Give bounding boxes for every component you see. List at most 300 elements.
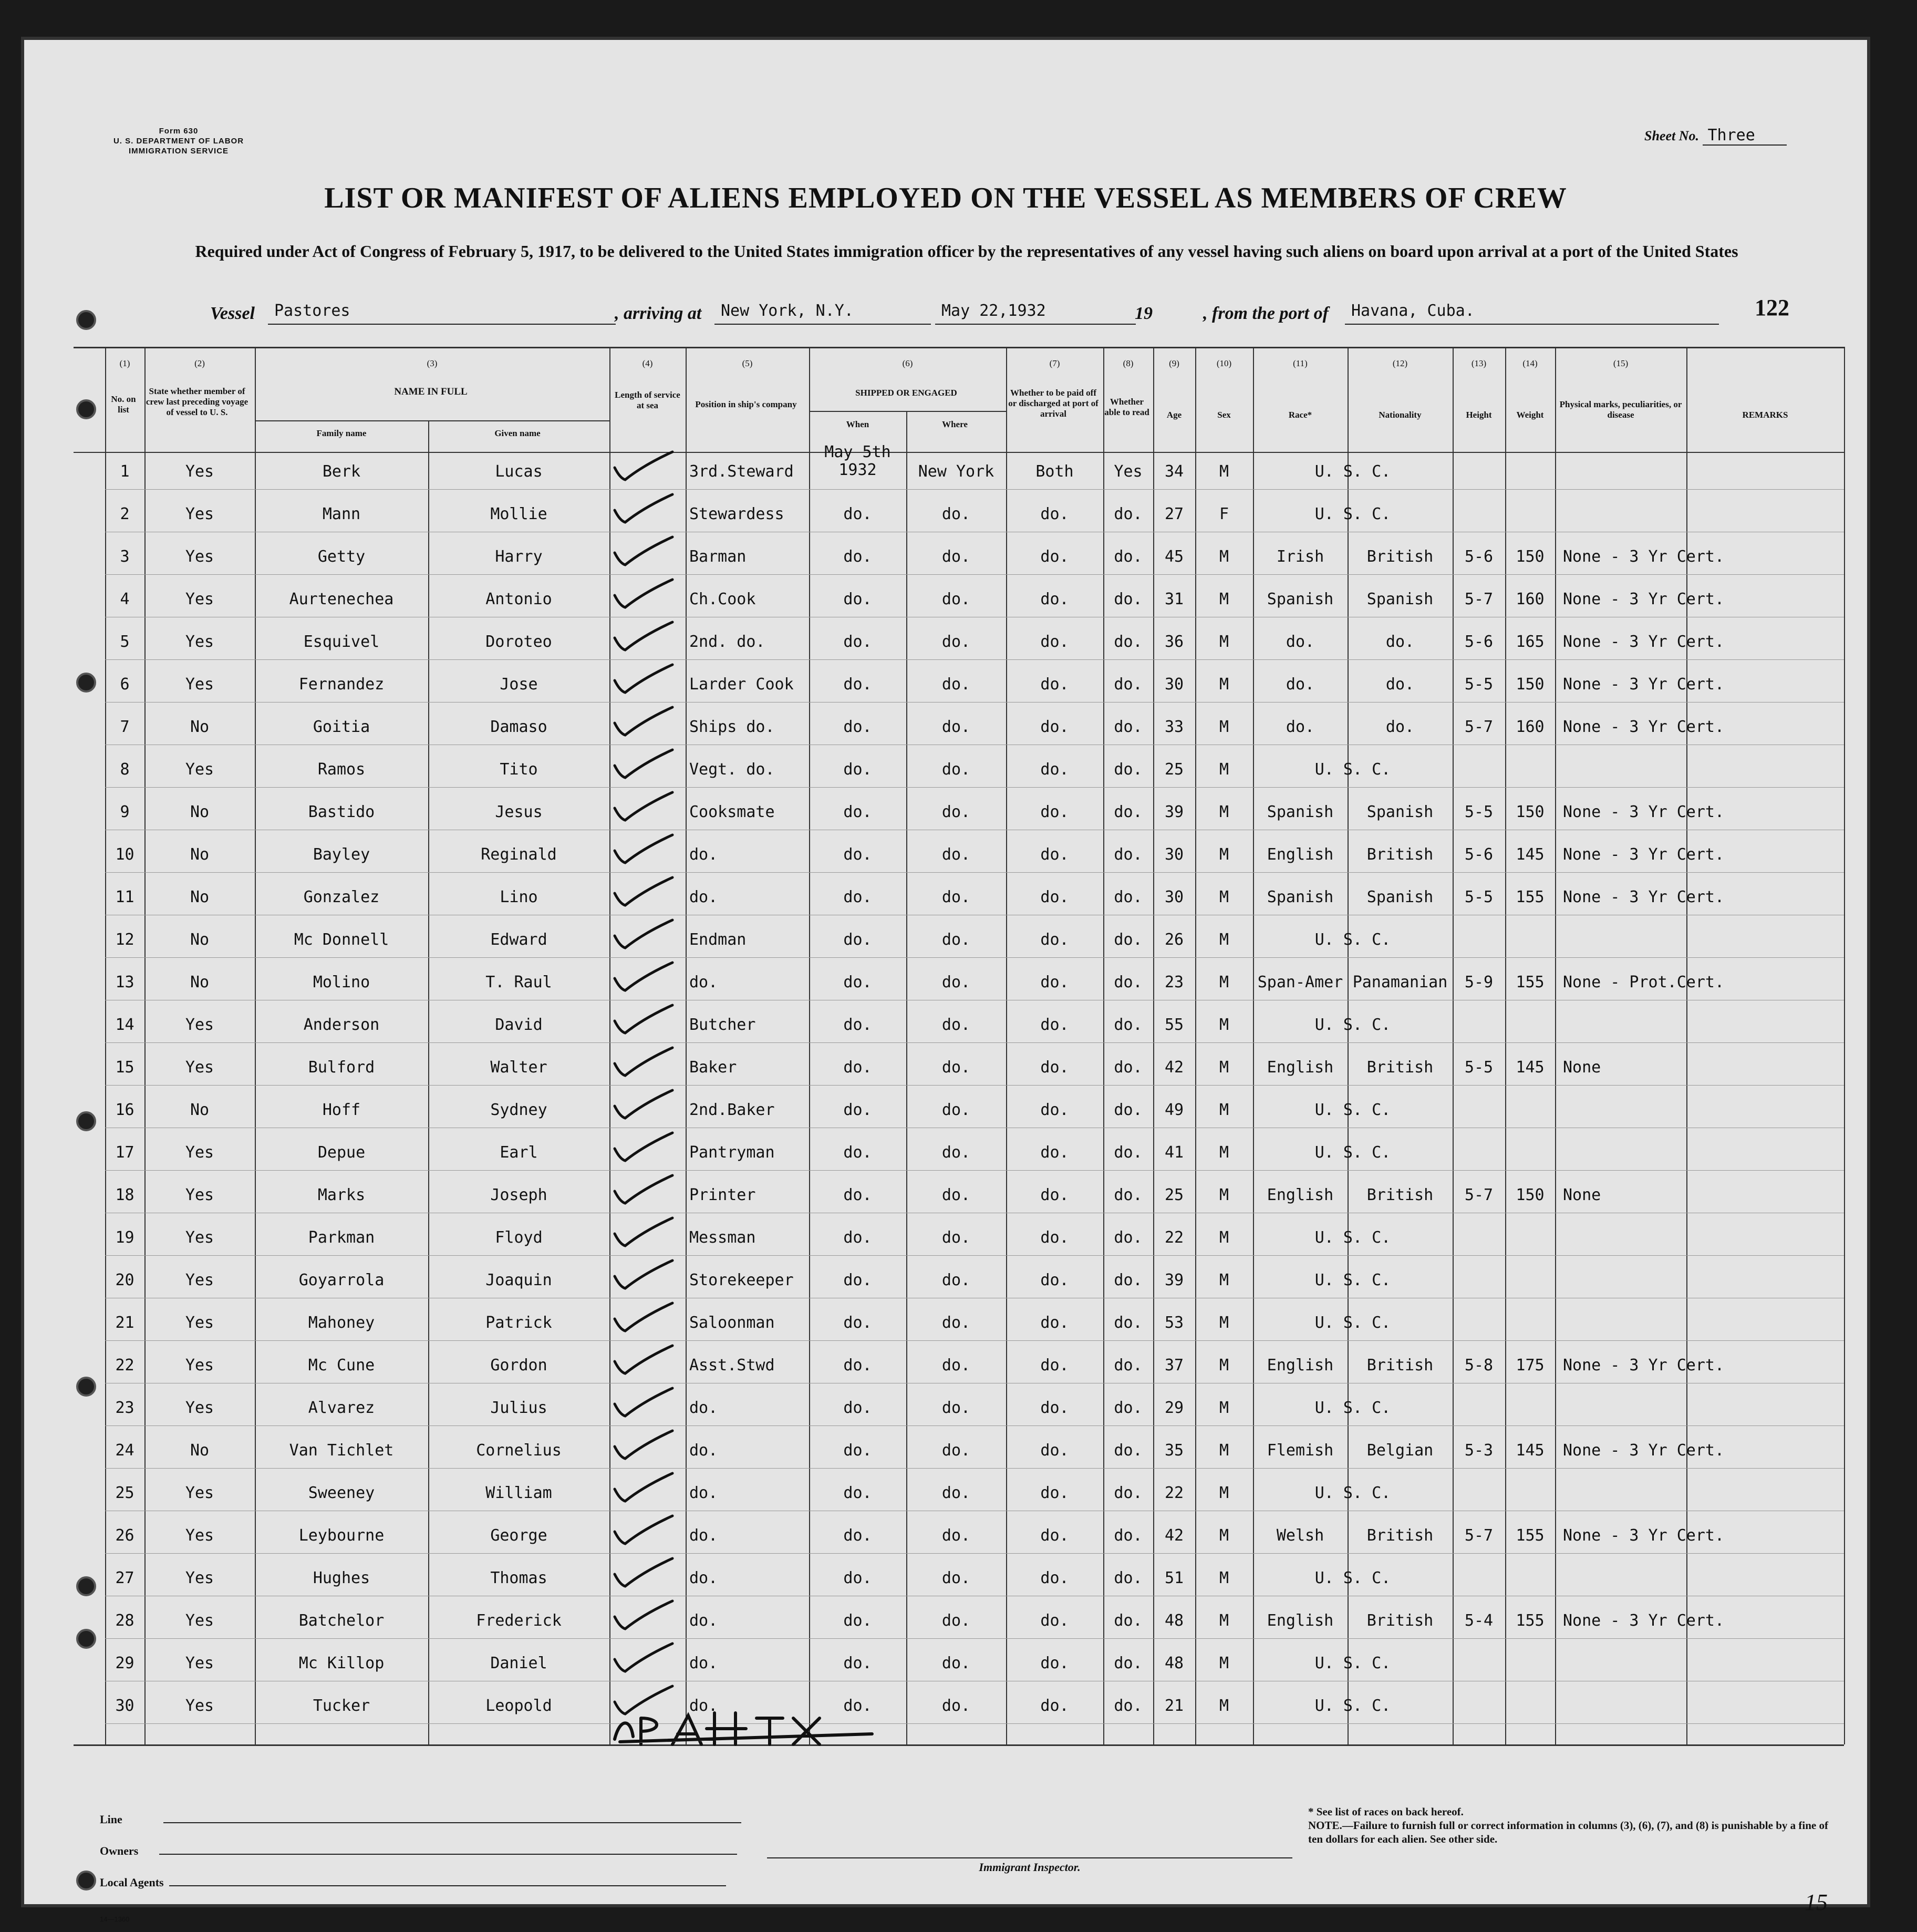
family-name: Marks	[317, 1186, 366, 1204]
able-read: do.	[1114, 973, 1143, 991]
able-read: do.	[1114, 1228, 1143, 1247]
physical-marks: None - 3 Yr Cert.	[1563, 888, 1725, 906]
nationality: British	[1366, 1526, 1434, 1545]
given-name: Doroteo	[485, 633, 552, 651]
owners-label: Owners	[100, 1844, 139, 1857]
row-number: 25	[115, 1484, 134, 1502]
family-name: Tucker	[313, 1697, 370, 1715]
able-read: do.	[1114, 1399, 1143, 1417]
family-name: Fernandez	[298, 675, 385, 694]
sex: M	[1219, 1654, 1229, 1672]
age: 30	[1164, 675, 1184, 694]
age: 42	[1164, 1526, 1184, 1545]
member-prev: No	[190, 1441, 210, 1460]
department: U. S. DEPARTMENT OF LABOR	[113, 137, 244, 146]
shipped-when: do.	[843, 760, 872, 779]
sex: M	[1219, 1697, 1229, 1715]
header-shipped: SHIPPED OR ENGAGED	[855, 388, 957, 398]
shipped-when: do.	[843, 973, 872, 991]
race: English	[1267, 1186, 1334, 1204]
header-family-name: Family name	[316, 428, 367, 438]
shipped-where: do.	[941, 1526, 971, 1545]
shipped-where: do.	[941, 1101, 971, 1119]
paid-off: do.	[1040, 1697, 1069, 1715]
row-number: 10	[115, 845, 134, 864]
paid-off: do.	[1040, 973, 1069, 991]
shipped-where: New York	[918, 462, 994, 481]
paid-off: Both	[1035, 462, 1074, 481]
nationality: U. S. C.	[1314, 1016, 1391, 1034]
row-rule	[105, 1553, 1844, 1554]
able-read: do.	[1114, 760, 1143, 779]
sex: M	[1219, 1484, 1229, 1502]
position: do.	[689, 888, 718, 906]
column-rule	[428, 420, 429, 1744]
height: 5-4	[1464, 1611, 1494, 1630]
weight: 160	[1516, 718, 1545, 736]
shipped-where: do.	[941, 1441, 971, 1460]
able-read: do.	[1114, 633, 1143, 651]
shipped-where: do.	[941, 1697, 971, 1715]
position: Asst.Stwd	[689, 1356, 775, 1375]
sex: M	[1219, 1058, 1229, 1077]
shipped-when: do.	[843, 1399, 872, 1417]
age: 35	[1164, 1441, 1184, 1460]
position: Vegt. do.	[689, 760, 775, 779]
paid-off: do.	[1040, 1016, 1069, 1034]
sex: M	[1219, 633, 1229, 651]
family-name: Gonzalez	[303, 888, 380, 906]
nationality: U. S. C.	[1314, 1228, 1391, 1247]
age: 25	[1164, 1186, 1184, 1204]
header-no-on-list: No. on list	[111, 394, 136, 415]
row-number: 9	[120, 803, 130, 821]
shipped-when: do.	[843, 1526, 872, 1545]
member-prev: No	[190, 845, 210, 864]
nationality: U. S. C.	[1314, 1399, 1391, 1417]
able-read: do.	[1114, 718, 1143, 736]
age: 34	[1164, 462, 1184, 481]
shipped-when: do.	[843, 1654, 872, 1672]
weight: 155	[1516, 973, 1545, 991]
member-prev: Yes	[185, 505, 214, 523]
family-name: Mc Killop	[298, 1654, 385, 1672]
nationality: Panamanian	[1352, 973, 1448, 991]
family-name: Berk	[322, 462, 361, 481]
position: do.	[689, 1441, 718, 1460]
given-name: Patrick	[485, 1314, 552, 1332]
column-number: (4)	[642, 358, 653, 368]
able-read: do.	[1114, 1526, 1143, 1545]
paid-off: do.	[1040, 1271, 1069, 1289]
header-when: When	[846, 419, 869, 429]
position: do.	[689, 1569, 718, 1587]
header-remarks: REMARKS	[1742, 410, 1788, 420]
sex: M	[1219, 675, 1229, 694]
manifest-sheet	[21, 37, 1870, 1923]
sex: M	[1219, 760, 1229, 779]
handwritten-scribble	[609, 1708, 883, 1750]
height: 5-6	[1464, 845, 1494, 864]
column-number: (6)	[902, 358, 913, 368]
note-races: * See list of races on back hereof.	[1308, 1805, 1464, 1818]
paid-off: do.	[1040, 1101, 1069, 1119]
check-mark-icon	[612, 1428, 675, 1465]
row-number: 3	[120, 547, 130, 566]
sex: M	[1219, 1399, 1229, 1417]
position: do.	[689, 1526, 718, 1545]
sex: M	[1219, 803, 1229, 821]
given-name: Tito	[500, 760, 538, 779]
family-name: Esquivel	[303, 633, 380, 651]
check-mark-icon	[612, 1045, 675, 1082]
agents-label: Local Agents	[100, 1876, 164, 1889]
table-bottom-rule	[74, 1744, 1844, 1746]
row-rule	[105, 1425, 1844, 1426]
row-rule	[105, 1468, 1844, 1469]
height: 5-7	[1464, 590, 1494, 608]
shipped-where: do.	[941, 760, 971, 779]
row-rule	[105, 574, 1844, 575]
given-name: Harry	[495, 547, 543, 566]
shipped-when: do.	[843, 1228, 872, 1247]
given-name: T. Raul	[485, 973, 552, 991]
shipped-where: do.	[941, 931, 971, 949]
age: 39	[1164, 1271, 1184, 1289]
able-read: do.	[1114, 505, 1143, 523]
row-number: 6	[120, 675, 130, 694]
able-read: do.	[1114, 1356, 1143, 1375]
column-rule	[609, 347, 610, 1744]
member-prev: Yes	[185, 1654, 214, 1672]
row-rule	[105, 1340, 1844, 1341]
able-read: do.	[1114, 1484, 1143, 1502]
row-number: 2	[120, 505, 130, 523]
member-prev: Yes	[185, 1271, 214, 1289]
given-name: Lino	[500, 888, 538, 906]
physical-marks: None - Prot.Cert.	[1563, 973, 1725, 991]
column-number: (15)	[1613, 358, 1629, 368]
physical-marks: None - 3 Yr Cert.	[1563, 547, 1725, 566]
family-name: Parkman	[308, 1228, 375, 1247]
shipped-where: do.	[941, 1058, 971, 1077]
shipped-where: do.	[941, 1484, 971, 1502]
nationality: U. S. C.	[1314, 1569, 1391, 1587]
nationality: Spanish	[1366, 803, 1434, 821]
header-nationality: Nationality	[1379, 410, 1422, 420]
family-name: Mann	[322, 505, 361, 523]
member-prev: Yes	[185, 1697, 214, 1715]
shipped-when: do.	[843, 803, 872, 821]
row-number: 5	[120, 633, 130, 651]
check-mark-icon	[612, 747, 675, 784]
header-age: Age	[1166, 410, 1182, 420]
corner-number: 15	[1805, 1889, 1828, 1915]
paid-off: do.	[1040, 633, 1069, 651]
agents-field	[100, 1876, 726, 1889]
sex: M	[1219, 888, 1229, 906]
sex: M	[1219, 1356, 1229, 1375]
paid-off: do.	[1040, 1484, 1069, 1502]
paid-off: do.	[1040, 675, 1069, 694]
sex: M	[1219, 1314, 1229, 1332]
header-weight: Weight	[1516, 410, 1544, 420]
physical-marks: None - 3 Yr Cert.	[1563, 803, 1725, 821]
height: 5-5	[1464, 888, 1494, 906]
row-number: 17	[115, 1143, 134, 1162]
member-prev: No	[190, 1101, 210, 1119]
family-name: Ramos	[317, 760, 366, 779]
line-label: Line	[100, 1813, 122, 1826]
sex: M	[1219, 1186, 1229, 1204]
paid-off: do.	[1040, 1228, 1069, 1247]
position: do.	[689, 1399, 718, 1417]
column-rule	[1844, 347, 1845, 1744]
able-read: do.	[1114, 1654, 1143, 1672]
age: 30	[1164, 888, 1184, 906]
given-name: Damaso	[490, 718, 547, 736]
check-mark-icon	[612, 960, 675, 997]
nationality: U. S. C.	[1314, 1654, 1391, 1672]
shipped-where: do.	[941, 1228, 971, 1247]
given-name: Cornelius	[476, 1441, 562, 1460]
header-race: Race*	[1288, 410, 1312, 420]
row-number: 18	[115, 1186, 134, 1204]
member-prev: Yes	[185, 675, 214, 694]
able-read: do.	[1114, 1441, 1143, 1460]
member-prev: No	[190, 718, 210, 736]
row-rule	[105, 1255, 1844, 1256]
position: 2nd. do.	[689, 633, 765, 651]
age: 55	[1164, 1016, 1184, 1034]
column-number: (9)	[1169, 358, 1179, 368]
row-rule	[105, 872, 1844, 873]
given-name: Earl	[500, 1143, 538, 1162]
family-name: Bulford	[308, 1058, 375, 1077]
height: 5-7	[1464, 1526, 1494, 1545]
check-mark-icon	[612, 1215, 675, 1252]
sex: M	[1219, 1569, 1229, 1587]
race: do.	[1286, 633, 1315, 651]
check-mark-icon	[612, 1343, 675, 1380]
nationality: British	[1366, 1356, 1434, 1375]
from-value: Havana, Cuba.	[1345, 302, 1719, 325]
line-field	[100, 1813, 741, 1826]
able-read: do.	[1114, 547, 1143, 566]
row-rule	[105, 1042, 1844, 1043]
table-top-rule	[74, 347, 1844, 348]
family-name: Getty	[317, 547, 366, 566]
check-mark-icon	[612, 1003, 675, 1039]
physical-marks: None - 3 Yr Cert.	[1563, 845, 1725, 864]
age: 51	[1164, 1569, 1184, 1587]
shipped-where: do.	[941, 505, 971, 523]
row-number: 20	[115, 1271, 134, 1289]
age: 45	[1164, 547, 1184, 566]
family-name: Mc Cune	[308, 1356, 375, 1375]
shipped-when: May 5th 1932	[824, 443, 891, 479]
able-read: do.	[1114, 931, 1143, 949]
check-mark-icon	[612, 449, 675, 486]
position: Barman	[689, 547, 747, 566]
able-read: do.	[1114, 1186, 1143, 1204]
sex: M	[1219, 590, 1229, 608]
sex: M	[1219, 1441, 1229, 1460]
shipped-when: do.	[843, 1101, 872, 1119]
check-mark-icon	[612, 1641, 675, 1678]
sex: M	[1219, 1271, 1229, 1289]
position: do.	[689, 1697, 718, 1715]
able-read: do.	[1114, 1611, 1143, 1630]
family-name: Bastido	[308, 803, 375, 821]
race: Span-Amer	[1257, 973, 1343, 991]
family-name: Bayley	[313, 845, 370, 864]
able-read: do.	[1114, 1101, 1143, 1119]
sex: M	[1219, 1228, 1229, 1247]
given-name: Sydney	[490, 1101, 547, 1119]
paid-off: do.	[1040, 1611, 1069, 1630]
page-subtitle: Required under Act of Congress of February 5, 1917, to be delivered to the United States immigration officer by the representatives of any vessel having such aliens on board upon arrival at a port of the United States	[195, 242, 1738, 261]
vessel-label: Vessel	[210, 304, 255, 323]
age: 30	[1164, 845, 1184, 864]
from-label: , from the port of	[1203, 304, 1329, 323]
sheet-label: Sheet No.	[1644, 128, 1699, 143]
weight: 155	[1516, 1611, 1545, 1630]
nationality: do.	[1385, 718, 1415, 736]
sex: M	[1219, 931, 1229, 949]
given-name: Jose	[500, 675, 538, 694]
position: do.	[689, 845, 718, 864]
arriving-value: New York, N.Y.	[714, 302, 931, 325]
row-number: 11	[115, 888, 134, 906]
height: 5-7	[1464, 718, 1494, 736]
header-height: Height	[1466, 410, 1492, 420]
paid-off: do.	[1040, 1186, 1069, 1204]
race: English	[1267, 1356, 1334, 1375]
given-name: Jesus	[495, 803, 543, 821]
row-number: 19	[115, 1228, 134, 1247]
nationality: British	[1366, 1186, 1434, 1204]
position: Butcher	[689, 1016, 756, 1034]
column-number: (5)	[742, 358, 753, 368]
family-name: Hoff	[322, 1101, 361, 1119]
nationality: British	[1366, 547, 1434, 566]
shipped-where: do.	[941, 1569, 971, 1587]
nationality: U. S. C.	[1314, 1143, 1391, 1162]
member-prev: Yes	[185, 1314, 214, 1332]
shipped-where: do.	[941, 973, 971, 991]
shipped-when: do.	[843, 1356, 872, 1375]
nationality: Belgian	[1366, 1441, 1434, 1460]
member-prev: Yes	[185, 1356, 214, 1375]
paid-off: do.	[1040, 1654, 1069, 1672]
check-mark-icon	[612, 832, 675, 869]
position: Baker	[689, 1058, 737, 1077]
weight: 145	[1516, 1441, 1545, 1460]
physical-marks: None - 3 Yr Cert.	[1563, 675, 1725, 694]
check-mark-icon	[612, 492, 675, 529]
shipped-where: do.	[941, 633, 971, 651]
column-number: (7)	[1049, 358, 1060, 368]
row-number: 8	[120, 760, 130, 779]
column-number: (8)	[1123, 358, 1134, 368]
able-read: do.	[1114, 845, 1143, 864]
vessel-value: Pastores	[268, 302, 616, 325]
age: 53	[1164, 1314, 1184, 1332]
shipped-where: do.	[941, 1356, 971, 1375]
header-given-name: Given name	[494, 428, 541, 438]
given-name: Mollie	[490, 505, 547, 523]
able-read: do.	[1114, 888, 1143, 906]
family-name: Batchelor	[298, 1611, 385, 1630]
page-title: LIST OR MANIFEST OF ALIENS EMPLOYED ON THE VESSEL AS MEMBERS OF CREW	[324, 182, 1567, 214]
given-name: Lucas	[495, 462, 543, 481]
shipped-where: do.	[941, 590, 971, 608]
paid-off: do.	[1040, 1399, 1069, 1417]
paid-off: do.	[1040, 803, 1069, 821]
position: Ships do.	[689, 718, 775, 736]
given-name: Reginald	[481, 845, 557, 864]
family-name: Mahoney	[308, 1314, 375, 1332]
weight: 150	[1516, 1186, 1545, 1204]
age: 41	[1164, 1143, 1184, 1162]
race: English	[1267, 845, 1334, 864]
sex: M	[1219, 1143, 1229, 1162]
height: 5-8	[1464, 1356, 1494, 1375]
height: 5-5	[1464, 803, 1494, 821]
row-rule	[105, 787, 1844, 788]
position: Saloonman	[689, 1314, 775, 1332]
family-name: Goitia	[313, 718, 370, 736]
race: Spanish	[1267, 803, 1334, 821]
race: do.	[1286, 675, 1315, 694]
header-paid-off: Whether to be paid off or discharged at port of arrival	[1008, 388, 1099, 419]
paid-off: do.	[1040, 1441, 1069, 1460]
shipped-where: do.	[941, 1271, 971, 1289]
column-number: (2)	[194, 358, 205, 368]
height: 5-7	[1464, 1186, 1494, 1204]
weight: 160	[1516, 590, 1545, 608]
able-read: do.	[1114, 1569, 1143, 1587]
able-read: do.	[1114, 675, 1143, 694]
shipped-when: do.	[843, 1441, 872, 1460]
row-number: 4	[120, 590, 130, 608]
position: do.	[689, 973, 718, 991]
nationality: Spanish	[1366, 888, 1434, 906]
row-number: 21	[115, 1314, 134, 1332]
column-rule	[686, 347, 687, 1744]
row-rule	[105, 1085, 1844, 1086]
position: do.	[689, 1654, 718, 1672]
header-position: Position in ship's company	[695, 399, 797, 409]
shipped-when: do.	[843, 675, 872, 694]
shipped-where: do.	[941, 1314, 971, 1332]
nationality: U. S. C.	[1314, 931, 1391, 949]
form-code: 14—1360	[100, 1915, 130, 1923]
position: Larder Cook	[689, 675, 794, 694]
age: 33	[1164, 718, 1184, 736]
check-mark-icon	[612, 1471, 675, 1507]
nationality: U. S. C.	[1314, 1101, 1391, 1119]
height: 5-3	[1464, 1441, 1494, 1460]
nationality: U. S. C.	[1314, 1697, 1391, 1715]
position: Stewardess	[689, 505, 784, 523]
given-name: Gordon	[490, 1356, 547, 1375]
given-name: Joseph	[490, 1186, 547, 1204]
check-mark-icon	[612, 1130, 675, 1167]
column-number: (12)	[1392, 358, 1408, 368]
age: 21	[1164, 1697, 1184, 1715]
